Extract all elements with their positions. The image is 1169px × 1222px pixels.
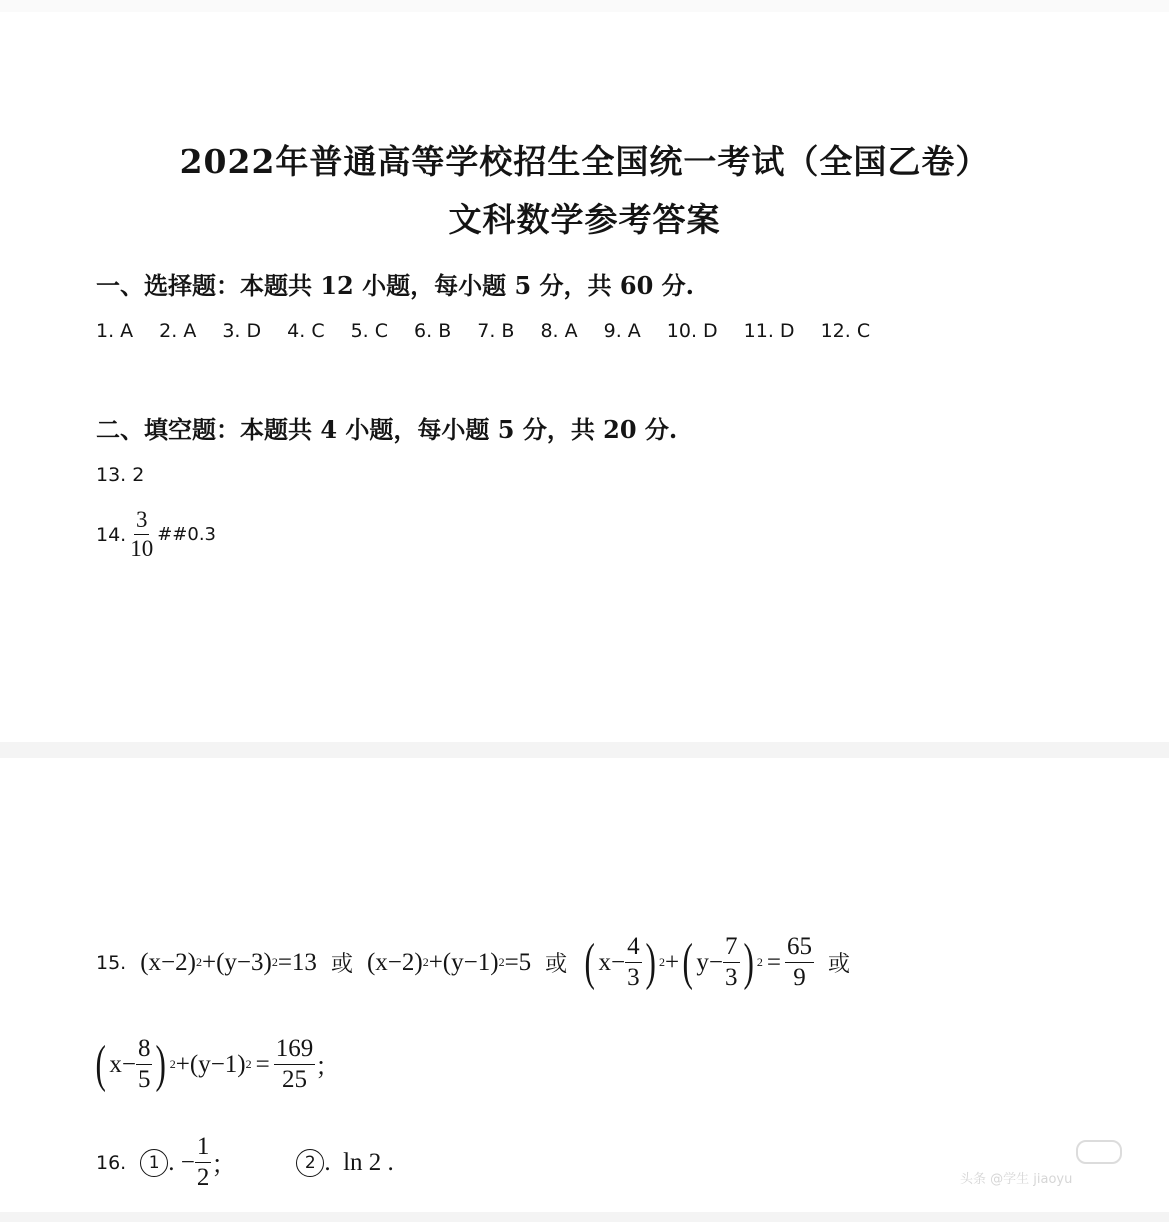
fraction-denominator: 3 bbox=[725, 964, 738, 992]
exponent: 2 bbox=[498, 955, 505, 970]
fraction-numerator: 3 bbox=[134, 508, 150, 535]
fraction-denominator: 10 bbox=[130, 536, 154, 562]
scan-band-bottom bbox=[0, 1212, 1169, 1222]
answer-12: 12. C bbox=[820, 320, 871, 342]
answer-14-fraction bbox=[128, 508, 155, 561]
plus-sign: + bbox=[664, 948, 680, 976]
document-title: 2022年普通高等学校招生全国统一考试（全国乙卷） bbox=[179, 142, 990, 181]
eq4-y-term: +(y−1) bbox=[175, 1050, 246, 1078]
circled-number-1: 1 bbox=[140, 1149, 168, 1177]
eq1-x-term: (x−2) bbox=[140, 948, 196, 976]
fraction-numerator: 169 bbox=[274, 1036, 316, 1065]
semicolon: ； bbox=[211, 1151, 237, 1179]
answer-11: 11. D bbox=[743, 320, 795, 342]
multiple-choice-answers bbox=[96, 320, 896, 342]
equals-sign: = bbox=[255, 1050, 270, 1078]
section-2-heading: 二、填空题：本题共 4 小题，每小题 5 分，共 20 分. bbox=[96, 415, 678, 444]
eq4-x-term: x− bbox=[109, 1050, 136, 1078]
answer-14 bbox=[96, 508, 230, 561]
eq4-rhs-fraction bbox=[274, 1036, 316, 1094]
eq2-rhs: =5 bbox=[504, 948, 532, 976]
answer-16-part-1-prefix: . − bbox=[168, 1148, 195, 1176]
exponent: 2 bbox=[169, 1057, 176, 1072]
eq3-y-fraction bbox=[723, 934, 740, 992]
answer-2: 2. A bbox=[159, 320, 197, 342]
fraction-denominator: 2 bbox=[196, 1164, 210, 1192]
fraction-denominator: 25 bbox=[281, 1066, 307, 1094]
exponent: 2 bbox=[658, 955, 665, 970]
right-paren: ) bbox=[155, 1035, 167, 1093]
answer-7: 7. B bbox=[477, 320, 515, 342]
section-1-heading: 一、选择题：本题共 12 小题，每小题 5 分，共 60 分. bbox=[96, 271, 694, 300]
answer-6: 6. B bbox=[414, 320, 452, 342]
left-paren: ( bbox=[584, 933, 596, 991]
answer-14-label: 14. bbox=[96, 523, 127, 546]
answer-15-line-2 bbox=[92, 1036, 340, 1094]
fraction-denominator: 5 bbox=[137, 1066, 151, 1094]
exponent: 2 bbox=[756, 955, 763, 970]
eq2-y-term: +(y−1) bbox=[428, 948, 499, 976]
answer-16 bbox=[96, 1134, 394, 1192]
left-paren: ( bbox=[95, 1035, 106, 1093]
fraction-denominator: 9 bbox=[793, 964, 806, 992]
document-subtitle: 文科数学参考答案 bbox=[448, 200, 721, 239]
answer-4: 4. C bbox=[287, 320, 325, 342]
answer-16-fraction bbox=[195, 1134, 212, 1192]
or-word: 或 bbox=[827, 951, 850, 977]
scan-band-top bbox=[0, 0, 1169, 12]
watermark-logo-icon bbox=[1076, 1140, 1122, 1164]
eq1-y-term: +(y−3) bbox=[201, 948, 272, 976]
exponent: 2 bbox=[271, 955, 278, 970]
or-word: 或 bbox=[330, 951, 353, 977]
eq3-x-fraction bbox=[625, 934, 642, 992]
right-paren: ) bbox=[645, 933, 656, 991]
equals-sign: = bbox=[766, 948, 781, 976]
fraction-numerator: 7 bbox=[723, 934, 740, 963]
answer-8: 8. A bbox=[540, 320, 578, 342]
fraction-numerator: 8 bbox=[136, 1036, 153, 1065]
answer-16-label: 16. bbox=[96, 1151, 127, 1174]
watermark bbox=[960, 1140, 1140, 1190]
answer-15-label: 15. bbox=[96, 951, 127, 974]
answer-10: 10. D bbox=[666, 320, 718, 342]
answer-1: 1. A bbox=[96, 320, 134, 342]
answer-16-part-2: . ln 2 . bbox=[324, 1148, 394, 1176]
fraction-numerator: 1 bbox=[195, 1134, 212, 1163]
eq1-rhs: =13 bbox=[277, 948, 317, 976]
eq2-x-term: (x−2) bbox=[366, 948, 423, 976]
fraction-denominator: 3 bbox=[627, 964, 640, 992]
circled-number-2: 2 bbox=[296, 1149, 324, 1177]
end-semicolon: ； bbox=[315, 1053, 341, 1081]
right-paren: ) bbox=[742, 933, 754, 991]
eq3-x-term: x− bbox=[598, 948, 626, 976]
watermark-text: 头条 @学生 jiaoyu bbox=[960, 1172, 1073, 1187]
answer-13: 13. 2 bbox=[96, 464, 145, 486]
exponent: 2 bbox=[422, 955, 429, 970]
answer-5: 5. C bbox=[350, 320, 389, 342]
eq3-rhs-fraction bbox=[785, 934, 814, 992]
fraction-numerator: 65 bbox=[785, 934, 814, 963]
fraction-numerator: 4 bbox=[625, 934, 642, 963]
answer-9: 9. A bbox=[603, 320, 641, 342]
answer-14-alt: ##0.3 bbox=[157, 524, 217, 546]
eq3-y-term: y− bbox=[696, 948, 723, 976]
scan-band-middle bbox=[0, 742, 1169, 758]
left-paren: ( bbox=[682, 933, 693, 991]
or-word: 或 bbox=[545, 951, 568, 977]
exponent: 2 bbox=[245, 1057, 252, 1072]
answer-15-line-1 bbox=[96, 934, 864, 992]
exponent: 2 bbox=[195, 955, 202, 970]
eq4-x-fraction bbox=[136, 1036, 153, 1094]
answer-3: 3. D bbox=[222, 320, 262, 342]
